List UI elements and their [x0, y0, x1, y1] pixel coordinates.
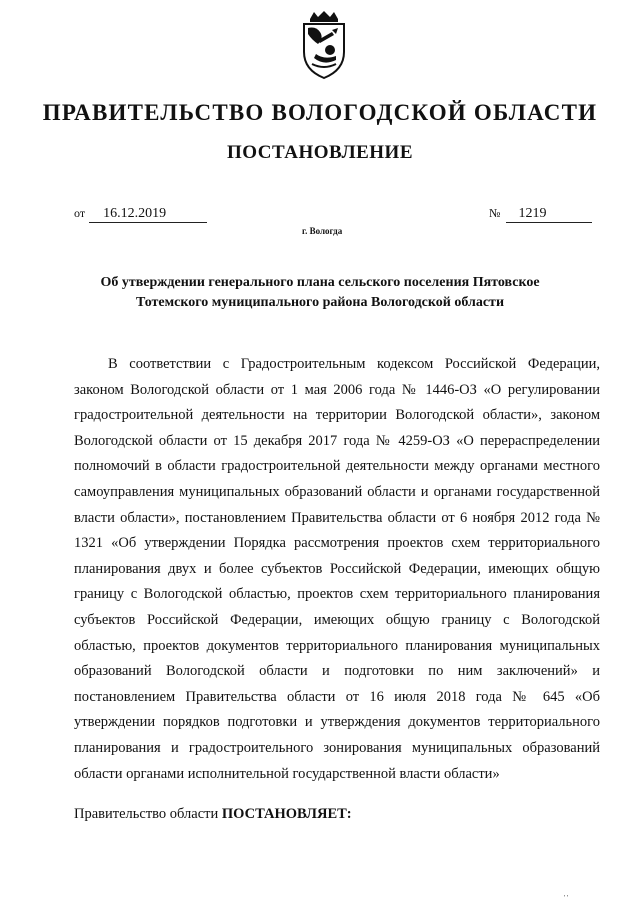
number-label: № — [489, 206, 501, 220]
vologda-coat-of-arms-icon — [298, 10, 350, 80]
date-label: от — [74, 206, 86, 220]
number-value: 1219 — [506, 206, 592, 223]
document-subject — [60, 273, 580, 313]
number-field — [489, 206, 592, 223]
resolution-clause — [74, 806, 352, 823]
closing-bold: ПОСТАНОВЛЯЕТ: — [221, 806, 352, 822]
closing-prefix: Правительство области — [74, 806, 219, 822]
date-field — [74, 206, 207, 223]
footer-marks: ' ' — [564, 894, 569, 902]
document-type: ПОСТАНОВЛЕНИЕ — [226, 142, 414, 163]
date-value: 16.12.2019 — [89, 206, 207, 223]
subject-line-1: Об утверждении генерального плана сельского поселения Пятовское — [100, 275, 540, 290]
subject-line-2: Тотемского муниципального района Вологодской области — [135, 295, 505, 310]
body-paragraph: В соответствии с Градостроительным кодексом Российской Федерации, законом Вологодской области от 1 мая 2006 года № 1446-ОЗ «О регулировании градостроительной деятельности на территории Вологодской области», законом Вологодской области от 15 декабря 2017 года № 4259-ОЗ «О перераспределении полномочий в области градостроительной деятельности между органами местного самоуправления муниципальных образований области и органами государственной власти области», постановлением Правительства области от 6 ноября 2012 года № 1321 «Об утверждении Порядка рассмотрения проектов схем территориального планирования двух и более субъектов Российской Федерации, имеющих общую границу с Вологодской областью, проектов схем территориального планирования субъектов Российской Федерации, имеющих общую границу с Вологодской областью, проектов документов территориального планирования муниципальных образований Вологодской области и подготовки по ним заключений» и постановлением Правительства области от 16 июля 2018 года № 645 «Об утверждении порядков подготовки и утверждения документов территориального планирования и градостроительного зонирования муниципальных образований области органами исполнительной государственной власти области» — [74, 356, 600, 782]
city: г. Вологда — [302, 226, 343, 236]
organization-title: ПРАВИТЕЛЬСТВО ВОЛОГОДСКОЙ ОБЛАСТИ — [42, 100, 598, 125]
